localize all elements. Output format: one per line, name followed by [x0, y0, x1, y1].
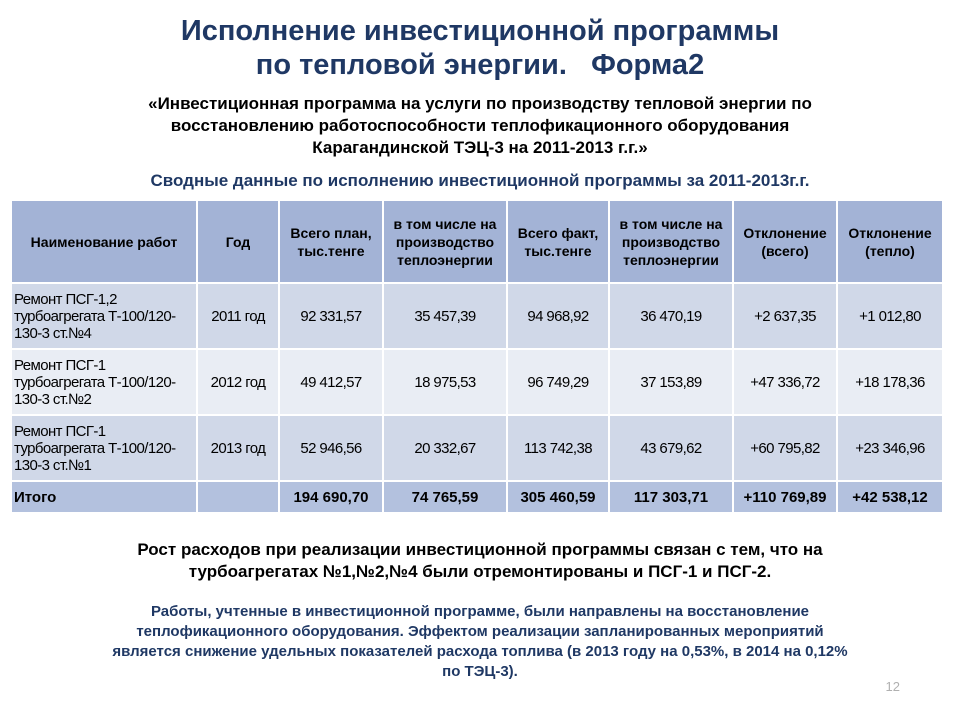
cell-work-name: Ремонт ПСГ-1,2 турбоагрегата Т-100/120-130-3 ст.№4 [11, 283, 197, 349]
cell-work-name: Ремонт ПСГ-1 турбоагрегата Т-100/120-130-3 ст.№2 [11, 349, 197, 415]
cell-deviation-total: +60 795,82 [733, 415, 837, 481]
summary-table [10, 199, 944, 514]
cell-deviation-total: +2 637,35 [733, 283, 837, 349]
conclusion-line-3: является снижение удельных показателей расхода топлива (в 2013 году на 0,53%, в 2014 на 0,12% [112, 643, 848, 660]
cell-year: 2011 год [197, 283, 279, 349]
header-fact-total: Всего факт, тыс.тенге [507, 200, 609, 283]
cell-deviation-total: +47 336,72 [733, 349, 837, 415]
cell-fact-heat: 43 679,62 [609, 415, 733, 481]
total-deviation-heat: +42 538,12 [837, 481, 943, 513]
header-fact-heat: в том числе на производство теплоэнергии [609, 200, 733, 283]
cost-growth-note-line-1: Рост расходов при реализации инвестиционной программы связан с тем, что на [137, 540, 823, 559]
program-subtitle [40, 93, 920, 159]
total-fact-heat: 117 303,71 [609, 481, 733, 513]
cell-plan-total: 92 331,57 [279, 283, 383, 349]
slide-title-line-1: Исполнение инвестиционной программы [180, 15, 780, 47]
total-year [197, 481, 279, 513]
conclusion-line-1: Работы, учтенные в инвестиционной программе, были направлены на восстановление [150, 603, 810, 620]
slide-title-line-2: по тепловой энергии. Форма2 [255, 49, 705, 81]
program-subtitle-line-3: Карагандинской ТЭЦ-3 на 2011-2013 г.г.» [312, 138, 648, 157]
cell-fact-heat: 37 153,89 [609, 349, 733, 415]
cell-deviation-heat: +1 012,80 [837, 283, 943, 349]
total-deviation-total: +110 769,89 [733, 481, 837, 513]
program-subtitle-line-1: «Инвестиционная программа на услуги по производству тепловой энергии по [148, 94, 812, 113]
header-year: Год [197, 200, 279, 283]
conclusion-text [30, 602, 930, 682]
header-deviation-total: Отклонение (всего) [733, 200, 837, 283]
table-total-row [11, 481, 943, 513]
table-caption: Сводные данные по исполнению инвестиционной программы за 2011-2013г.г. [150, 171, 810, 190]
cell-fact-total: 113 742,38 [507, 415, 609, 481]
cell-fact-heat: 36 470,19 [609, 283, 733, 349]
header-work-name: Наименование работ [11, 200, 197, 283]
slide-number: 12 [885, 679, 900, 694]
header-plan-heat: в том числе на производство теплоэнергии [383, 200, 507, 283]
cell-year: 2013 год [197, 415, 279, 481]
cost-growth-note-line-2: турбоагрегатах №1,№2,№4 были отремонтированы и ПСГ-1 и ПСГ-2. [188, 562, 772, 581]
cell-plan-total: 52 946,56 [279, 415, 383, 481]
header-deviation-heat: Отклонение (тепло) [837, 200, 943, 283]
total-plan-heat: 74 765,59 [383, 481, 507, 513]
slide-title [0, 14, 960, 82]
table-row [11, 349, 943, 415]
conclusion-line-2: теплофикационного оборудования. Эффектом реализации запланированных мероприятий [136, 623, 824, 640]
cost-growth-note [30, 539, 930, 583]
cell-deviation-heat: +18 178,36 [837, 349, 943, 415]
header-plan-total: Всего план, тыс.тенге [279, 200, 383, 283]
cell-plan-heat: 35 457,39 [383, 283, 507, 349]
cell-work-name: Ремонт ПСГ-1 турбоагрегата Т-100/120-130-3 ст.№1 [11, 415, 197, 481]
cell-plan-total: 49 412,57 [279, 349, 383, 415]
table-row [11, 415, 943, 481]
program-subtitle-line-2: восстановлению работоспособности теплофикационного оборудования [170, 116, 790, 135]
cell-plan-heat: 18 975,53 [383, 349, 507, 415]
cell-fact-total: 96 749,29 [507, 349, 609, 415]
conclusion-line-4: по ТЭЦ-3). [442, 663, 518, 680]
total-plan-total: 194 690,70 [279, 481, 383, 513]
cell-year: 2012 год [197, 349, 279, 415]
cell-deviation-heat: +23 346,96 [837, 415, 943, 481]
cell-fact-total: 94 968,92 [507, 283, 609, 349]
cell-plan-heat: 20 332,67 [383, 415, 507, 481]
total-label: Итого [11, 481, 197, 513]
total-fact-total: 305 460,59 [507, 481, 609, 513]
table-header-row [11, 200, 943, 283]
table-row [11, 283, 943, 349]
